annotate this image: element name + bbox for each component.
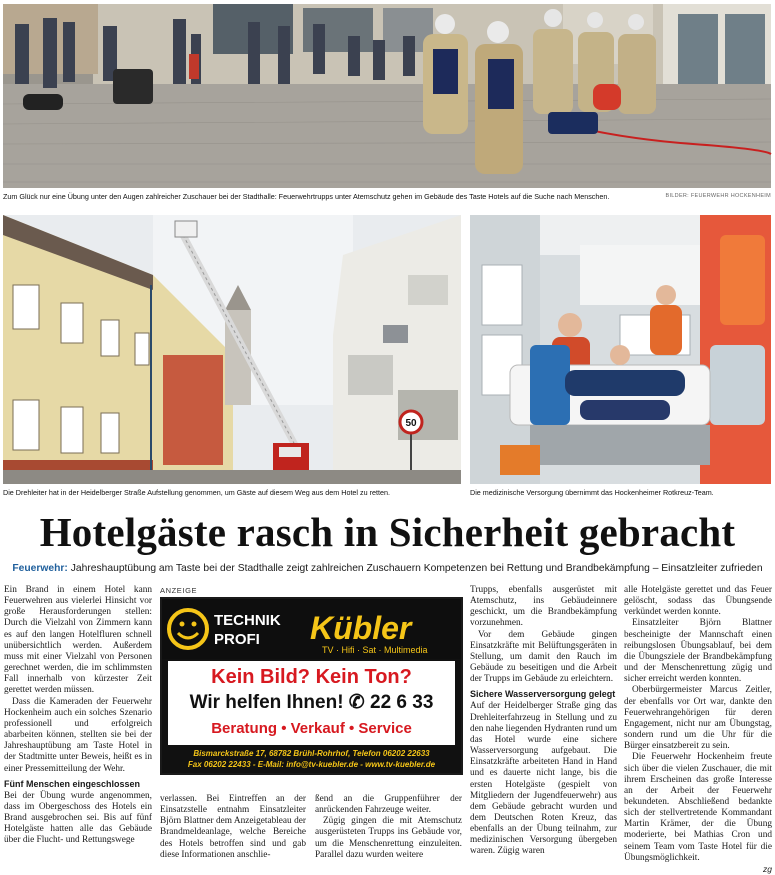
photo-firefighters-exercise xyxy=(3,4,771,188)
photo-turntable-ladder xyxy=(3,215,461,484)
subheading: Sichere Wasserversorgung gelegt xyxy=(470,689,616,700)
paragraph: Vor dem Gebäude gingen Einsatzkräfte mit Belüftungsgeräten in Stellung, um damit den Rauch im Gebäude zu beseitigen und die Arbeit der Trupps im Gebäude zu erleichtern. xyxy=(470,629,617,685)
speed-limit-sign: 50 xyxy=(405,418,417,429)
article-column-2 xyxy=(160,794,306,864)
paragraph: alle Hotelgäste gerettet und das Feuer gelöscht, sodass das Übungsende verkündet werden konnte. xyxy=(624,585,772,618)
ad-address: Bismarckstraße 17, 68782 Brühl-Rohrhof, Telefon 06202 22633 xyxy=(193,749,430,758)
ad-brand-bar xyxy=(162,599,461,659)
paragraph: Einsatzleiter Björn Blattner bescheinigte der Mannschaft einen reibungslosen Übungsablauf, bei dem die Übungsziele der Brandbekämpfung und der Menschenrettung zügig und sicher erreicht werden konnten. xyxy=(624,618,772,685)
article-headline: Hotelgäste rasch in Sicherheit gebracht xyxy=(39,509,736,555)
ad-headline: Kein Bild? Kein Ton? xyxy=(211,666,412,688)
ad-tagline: TV · Hifi · Sat · Multimedia xyxy=(322,645,428,655)
ad-brand-graphic xyxy=(162,599,461,659)
article-column-1 xyxy=(4,585,152,869)
left-photo-caption: Die Drehleiter hat in der Heidelberger Straße Aufstellung genommen, um Gäste auf diesem Weg aus dem Hotel zu retten. xyxy=(3,488,390,497)
author-signature: zg xyxy=(763,863,772,874)
right-photo-caption: Die medizinische Versorgung übernimmt das Hockenheimer Rotkreuz-Team. xyxy=(470,488,714,497)
ad-brand-line1: TECHNIK xyxy=(214,612,281,629)
article-column-5 xyxy=(624,585,772,874)
top-photo-caption xyxy=(3,192,771,201)
ad-brand-line2: PROFI xyxy=(214,631,260,648)
subheading: Fünf Menschen eingeschlossen xyxy=(4,778,141,789)
photo-credit: BILDER: FEUERWEHR HOCKENHEIM xyxy=(665,193,771,199)
ladder-street-image xyxy=(3,215,461,484)
ad-message-panel xyxy=(168,661,455,745)
smiley-logo-icon xyxy=(169,610,207,648)
photo-medical-care xyxy=(470,215,771,484)
paragraph: Die Feuerwehr Hockenheim freute sich über die vielen Zuschauer, die mit ihrem Erscheinen das große Interesse an der Arbeit der Feuerwehr bekundeten. Abschließend bedankte sich der stellvertretende Kommandant Martin Krämer, der die Übung moderierte, bei Mathias Cron und seinem Team vom Taste Hotel für die Übungsmöglichkeit. xyxy=(624,752,772,863)
ad-brand-name: Kübler xyxy=(310,610,412,646)
paragraph: Dass die Kameraden der Feuerwehr Hockenheim auch ein solches Szenario professionell und erfolgreich abarbeiten können, stellten sie bei der Jahreshauptübung am Taste Hotel in der Stadtmitte unter Beweis, heißt es in einer Pressemitteilung der Wehr. xyxy=(4,696,152,774)
ambulance-interior-image xyxy=(470,215,771,484)
advertisement-kuebler[interactable] xyxy=(160,597,463,775)
subheadline-text: Jahreshauptübung am Taste bei der Stadthalle zeigt zahlreichen Zuschauern Kompetenzen bei Rettung und Brandbekämpfung – Einsatzleiter zufrieden xyxy=(70,563,763,574)
paragraph: Ein Brand in einem Hotel kann Feuerwehren aus vielerlei Hinsicht vor große Herausforderungen stellen: Durch die Vielzahl von Zimmern kann es auf den langen Hotelfluren schnell unübersichtlich werden. Außerdem muss mit einer Vielzahl von Personen gerechnet werden, die im schlimmsten Fall innerhalb von kürzester Zeit gerettet werden müssen. xyxy=(4,585,152,696)
article-subheadline xyxy=(0,562,775,575)
paragraph: ßend an die Gruppenführer der anrückenden Fahrzeuge weiter. xyxy=(315,794,462,816)
paragraph: Bei der Übung wurde angenommen, dass im Obergeschoss des Hotels ein Brand ausgebrochen sei. Bis auf fünf Hotelgäste hatten alle das Gebäude über die Flucht- und Rettungswege xyxy=(4,790,152,846)
kicker: Feuerwehr: xyxy=(12,563,68,574)
caption-text: Zum Glück nur eine Übung unter den Augen zahlreicher Zuschauer bei der Stadthalle: Feuerwehrtrupps unter Atemschutz gehen im Gebäude des Taste Hotels auf die Suche nach Menschen. xyxy=(3,192,610,201)
ad-contact-bar xyxy=(162,746,461,773)
paragraph: Zügig gingen die mit Atemschutz ausgerüsteten Trupps ins Gebäude vor, um die Menschenrettung einzuleiten. Parallel dazu wurden weitere xyxy=(315,816,462,860)
ad-services: Beratung • Verkauf • Service xyxy=(211,720,412,737)
paragraph: Trupps, ebenfalls ausgerüstet mit Atemschutz, ins Gebäudeinnere geschickt, um die Brandbekämpfung vorzunehmen. xyxy=(470,585,617,629)
article-column-4 xyxy=(470,585,617,865)
firefighters-image xyxy=(3,4,771,188)
ad-label: ANZEIGE xyxy=(160,586,198,595)
paragraph: verlassen. Bei Eintreffen an der Einsatzstelle entnahm Einsatzleiter Björn Blattner dem Anzeigetableau der Brandmeldeanlage, welche Bereiche des Hotels betroffen sind und gab diese Informationen anschlie- xyxy=(160,794,306,860)
article-column-3 xyxy=(315,794,462,864)
ad-contact[interactable]: Fax 06202 22433 - E-Mail: info@tv-kuebler.de - www.tv-kuebler.de xyxy=(187,760,436,769)
paragraph: Auf der Heidelberger Straße ging das Drehleiterfahrzeug in Stellung und zu den nahe liegenden Hydranten rund um das Hotel wurde eine sichere Wasserversorgung aufgebaut. Die Einsatzkräfte arbeiteten Hand in Hand und es dauerte nicht lange, bis die ersten Hotelgäste (gespielt von Mitgliedern der Jugendfeuerwehr) aus dem Gebäude gebracht wurden und dem Deutschen Roten Kreuz, das ebenfalls an der Übung teilnahm, zur medizinischen Versorgung übergeben waren. Zügig waren xyxy=(470,701,617,857)
ad-phone-line[interactable]: Wir helfen Ihnen! ✆ 22 6 33 xyxy=(189,692,434,713)
paragraph: Oberbürgermeister Marcus Zeitler, der ebenfalls vor Ort war, dankte den Feuerwehrangehörigen für deren Engagement, nicht nur am Übungstag, sondern rund um die Uhr für die Bürger einsatzbereit zu sein. xyxy=(624,685,772,752)
